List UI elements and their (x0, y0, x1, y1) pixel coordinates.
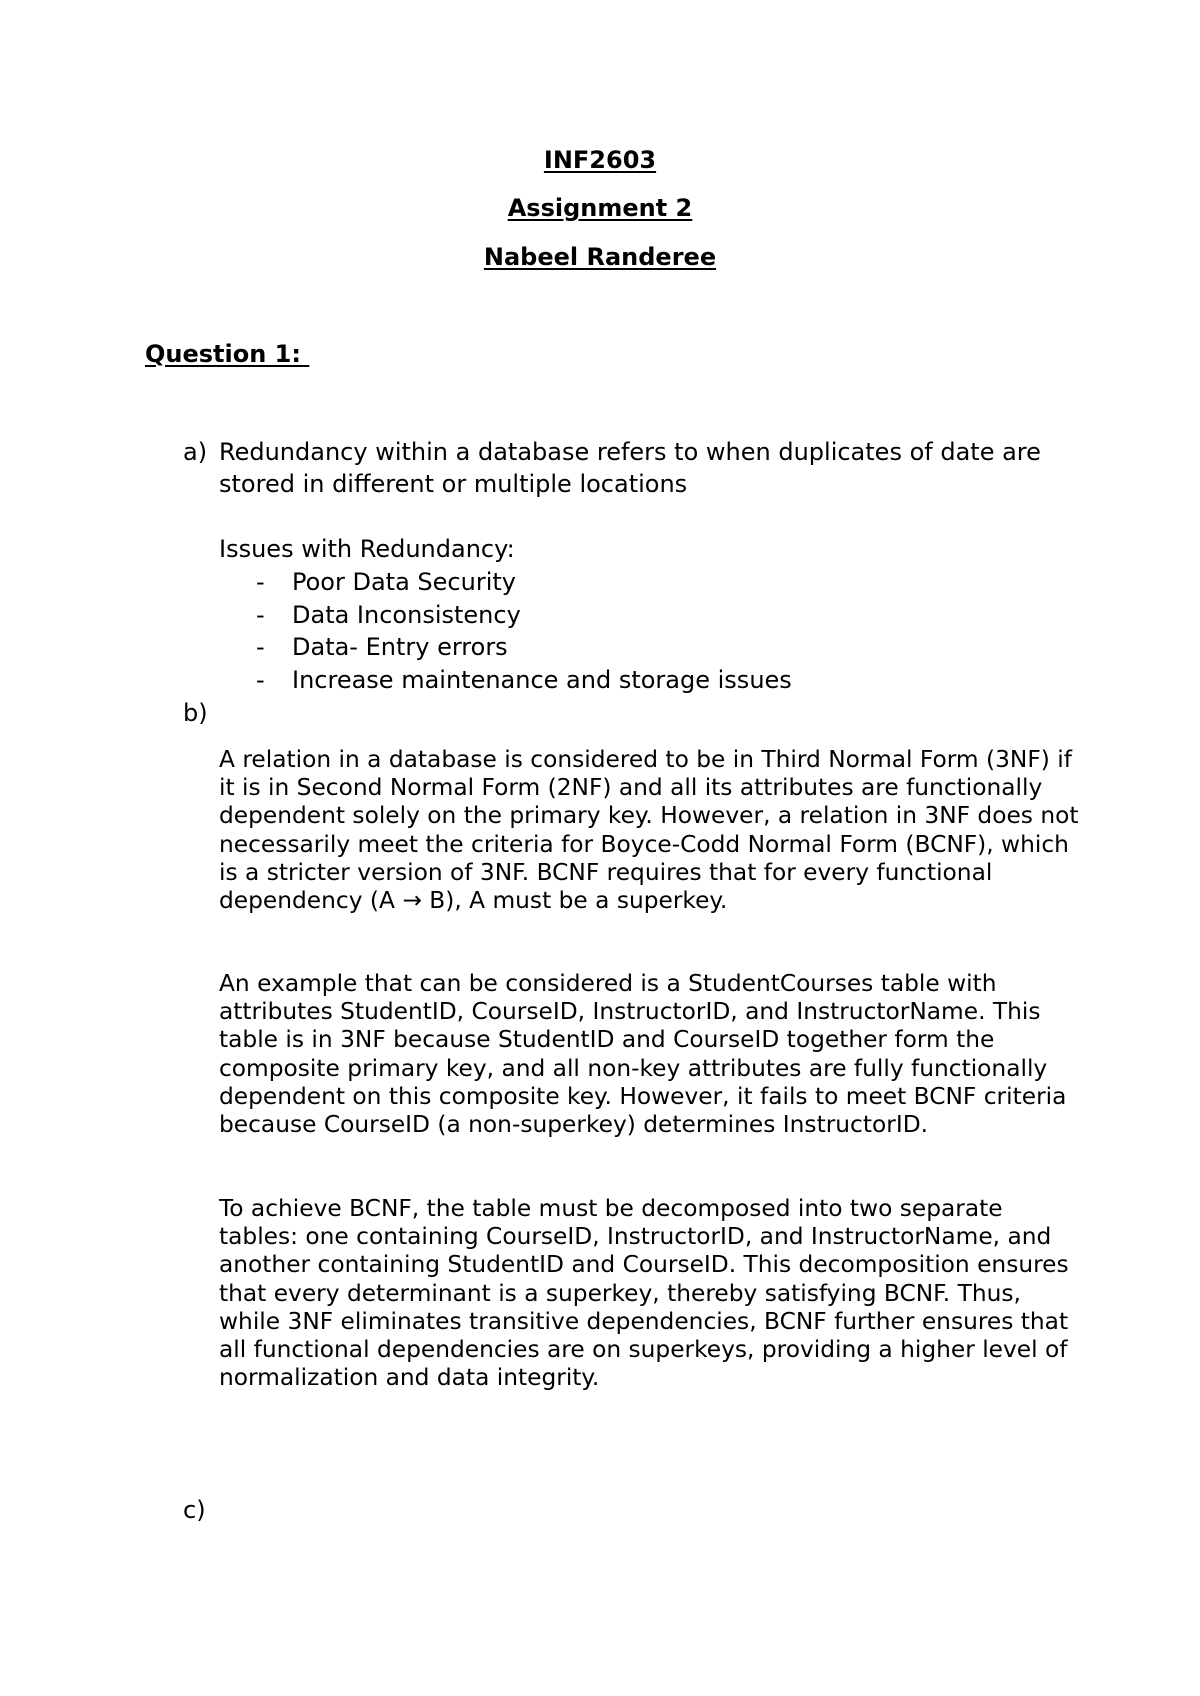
issue-item-2: Data Inconsistency (292, 601, 521, 629)
part-b-marker: b) (183, 699, 208, 727)
part-b-paragraph-1: A relation in a database is considered to be in Third Normal Form (3NF) if it is in Second Normal Form (2NF) and all its attributes are functionally dependent solely on the primary key. However, a relation in 3NF does not necessarily meet the criteria for Boyce-Codd Normal Form (BCNF), which is a stricter version of 3NF. BCNF requires that for every functional dependency (A → B), A must be a superkey. (219, 746, 1079, 915)
bullet-dash-1: - (256, 568, 265, 596)
part-a-line-1: Redundancy within a database refers to when duplicates of date are (219, 438, 1041, 466)
part-b-paragraph-3: To achieve BCNF, the table must be decomposed into two separate tables: one containing CourseID, InstructorID, and InstructorName, and another containing StudentID and CourseID. This decomposition ensures that every determinant is a superkey, thereby satisfying BCNF. Thus, while 3NF eliminates transitive dependencies, BCNF further ensures that all functional dependencies are on superkeys, providing a higher level of normalization and data integrity. (219, 1195, 1069, 1392)
issue-item-3: Data- Entry errors (292, 633, 508, 661)
part-a-line-2: stored in different or multiple locations (219, 470, 688, 498)
issues-heading: Issues with Redundancy: (219, 535, 515, 563)
question-1-heading: Question 1: (145, 340, 310, 368)
bullet-dash-2: - (256, 601, 265, 629)
bullet-dash-4: - (256, 666, 265, 694)
bullet-dash-3: - (256, 633, 265, 661)
part-b-paragraph-2: An example that can be considered is a StudentCourses table with attributes StudentID, CourseID, InstructorID, and InstructorName. This table is in 3NF because StudentID and CourseID together form the composite primary key, and all non-key attributes are fully functionally dependent on this composite key. However, it fails to meet BCNF criteria because CourseID (a non-superkey) determines InstructorID. (219, 970, 1067, 1139)
issue-item-1: Poor Data Security (292, 568, 516, 596)
course-code-heading: INF2603 (543, 146, 657, 174)
part-a-marker: a) (183, 438, 208, 466)
author-heading: Nabeel Randeree (483, 243, 717, 271)
issue-item-4: Increase maintenance and storage issues (292, 666, 792, 694)
part-c-marker: c) (183, 1496, 206, 1524)
assignment-heading: Assignment 2 (507, 194, 693, 222)
